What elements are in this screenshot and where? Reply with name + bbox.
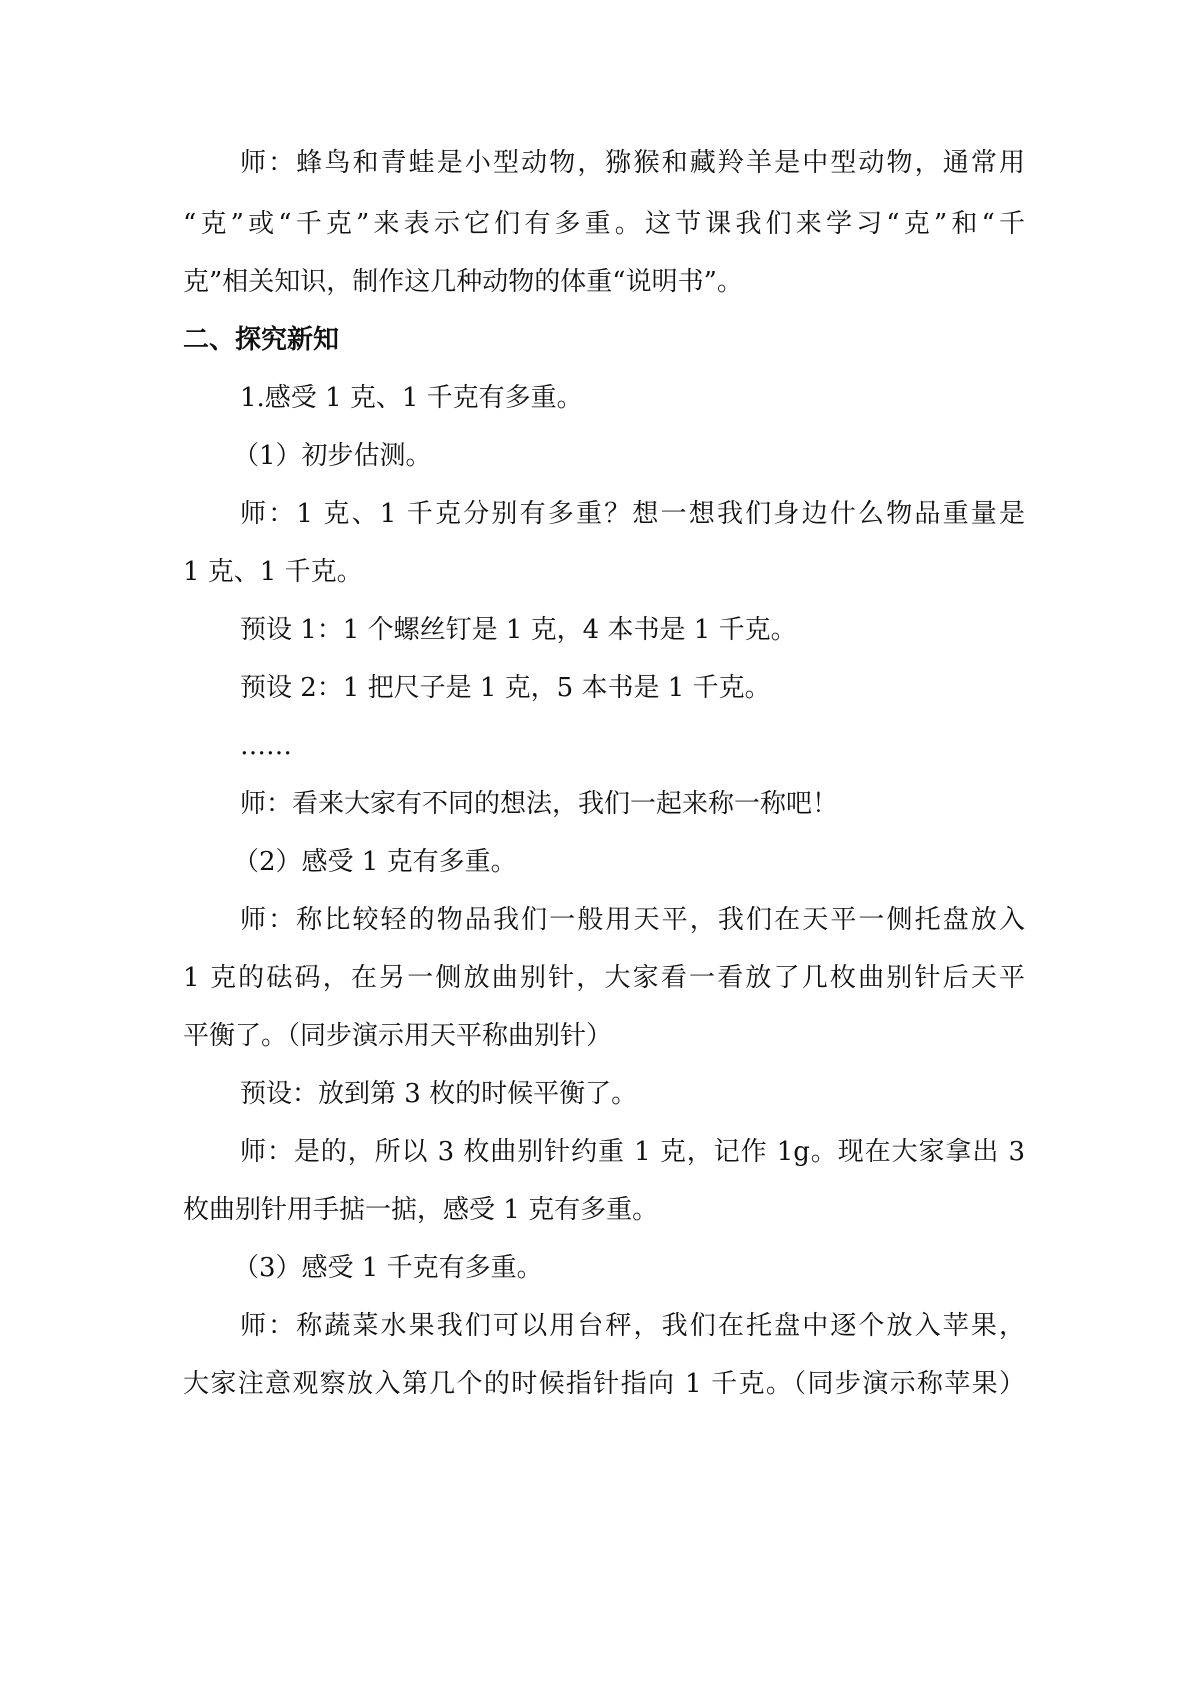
paragraph-line: 师：称蔬菜水果我们可以用台秤，我们在托盘中逐个放入苹果， xyxy=(240,1311,1025,1341)
subsection-heading: 1.感受 1 克、1 千克有多重。 xyxy=(240,383,583,413)
paragraph-line: 师：称比较轻的物品我们一般用天平，我们在天平一侧托盘放入 xyxy=(240,905,1025,935)
paragraph-line: 师：是的，所以 3 枚曲别针约重 1 克，记作 1g。现在大家拿出 3 xyxy=(240,1137,1025,1167)
paragraph-line: 1 克、1 千克。 xyxy=(183,557,363,587)
paragraph-line: 克”相关知识，制作这几种动物的体重“说明书”。 xyxy=(183,267,743,297)
paragraph-line: 预设 1：1 个螺丝钉是 1 克，4 本书是 1 千克。 xyxy=(240,615,797,645)
paragraph-line: 大家注意观察放入第几个的时候指针指向 1 千克。（同步演示称苹果） xyxy=(183,1369,1025,1399)
step-heading: （3）感受 1 千克有多重。 xyxy=(233,1253,543,1283)
ellipsis: …… xyxy=(240,731,292,761)
paragraph-line: “克”或“千克”来表示它们有多重。这节课我们来学习“克”和“千 xyxy=(183,209,1025,239)
section-heading: 二、探究新知 xyxy=(183,325,340,355)
paragraph-line: 师：看来大家有不同的想法，我们一起来称一称吧！ xyxy=(240,789,839,819)
paragraph-line: 师：蜂鸟和青蛙是小型动物，猕猴和藏羚羊是中型动物，通常用 xyxy=(240,148,1025,178)
paragraph-line: 枚曲别针用手掂一掂，感受 1 克有多重。 xyxy=(183,1195,659,1225)
step-heading: （1）初步估测。 xyxy=(233,441,432,471)
paragraph-line: 1 克的砝码，在另一侧放曲别针，大家看一看放了几枚曲别针后天平 xyxy=(183,963,1025,993)
paragraph-line: 平衡了。（同步演示用天平称曲别针） xyxy=(183,1021,613,1051)
step-heading: （2）感受 1 克有多重。 xyxy=(233,847,517,877)
paragraph-line: 预设 2：1 把尺子是 1 克，5 本书是 1 千克。 xyxy=(240,673,771,703)
paragraph-line: 预设：放到第 3 枚的时候平衡了。 xyxy=(240,1079,638,1109)
paragraph-line: 师：1 克、1 千克分别有多重？想一想我们身边什么物品重量是 xyxy=(240,499,1025,529)
